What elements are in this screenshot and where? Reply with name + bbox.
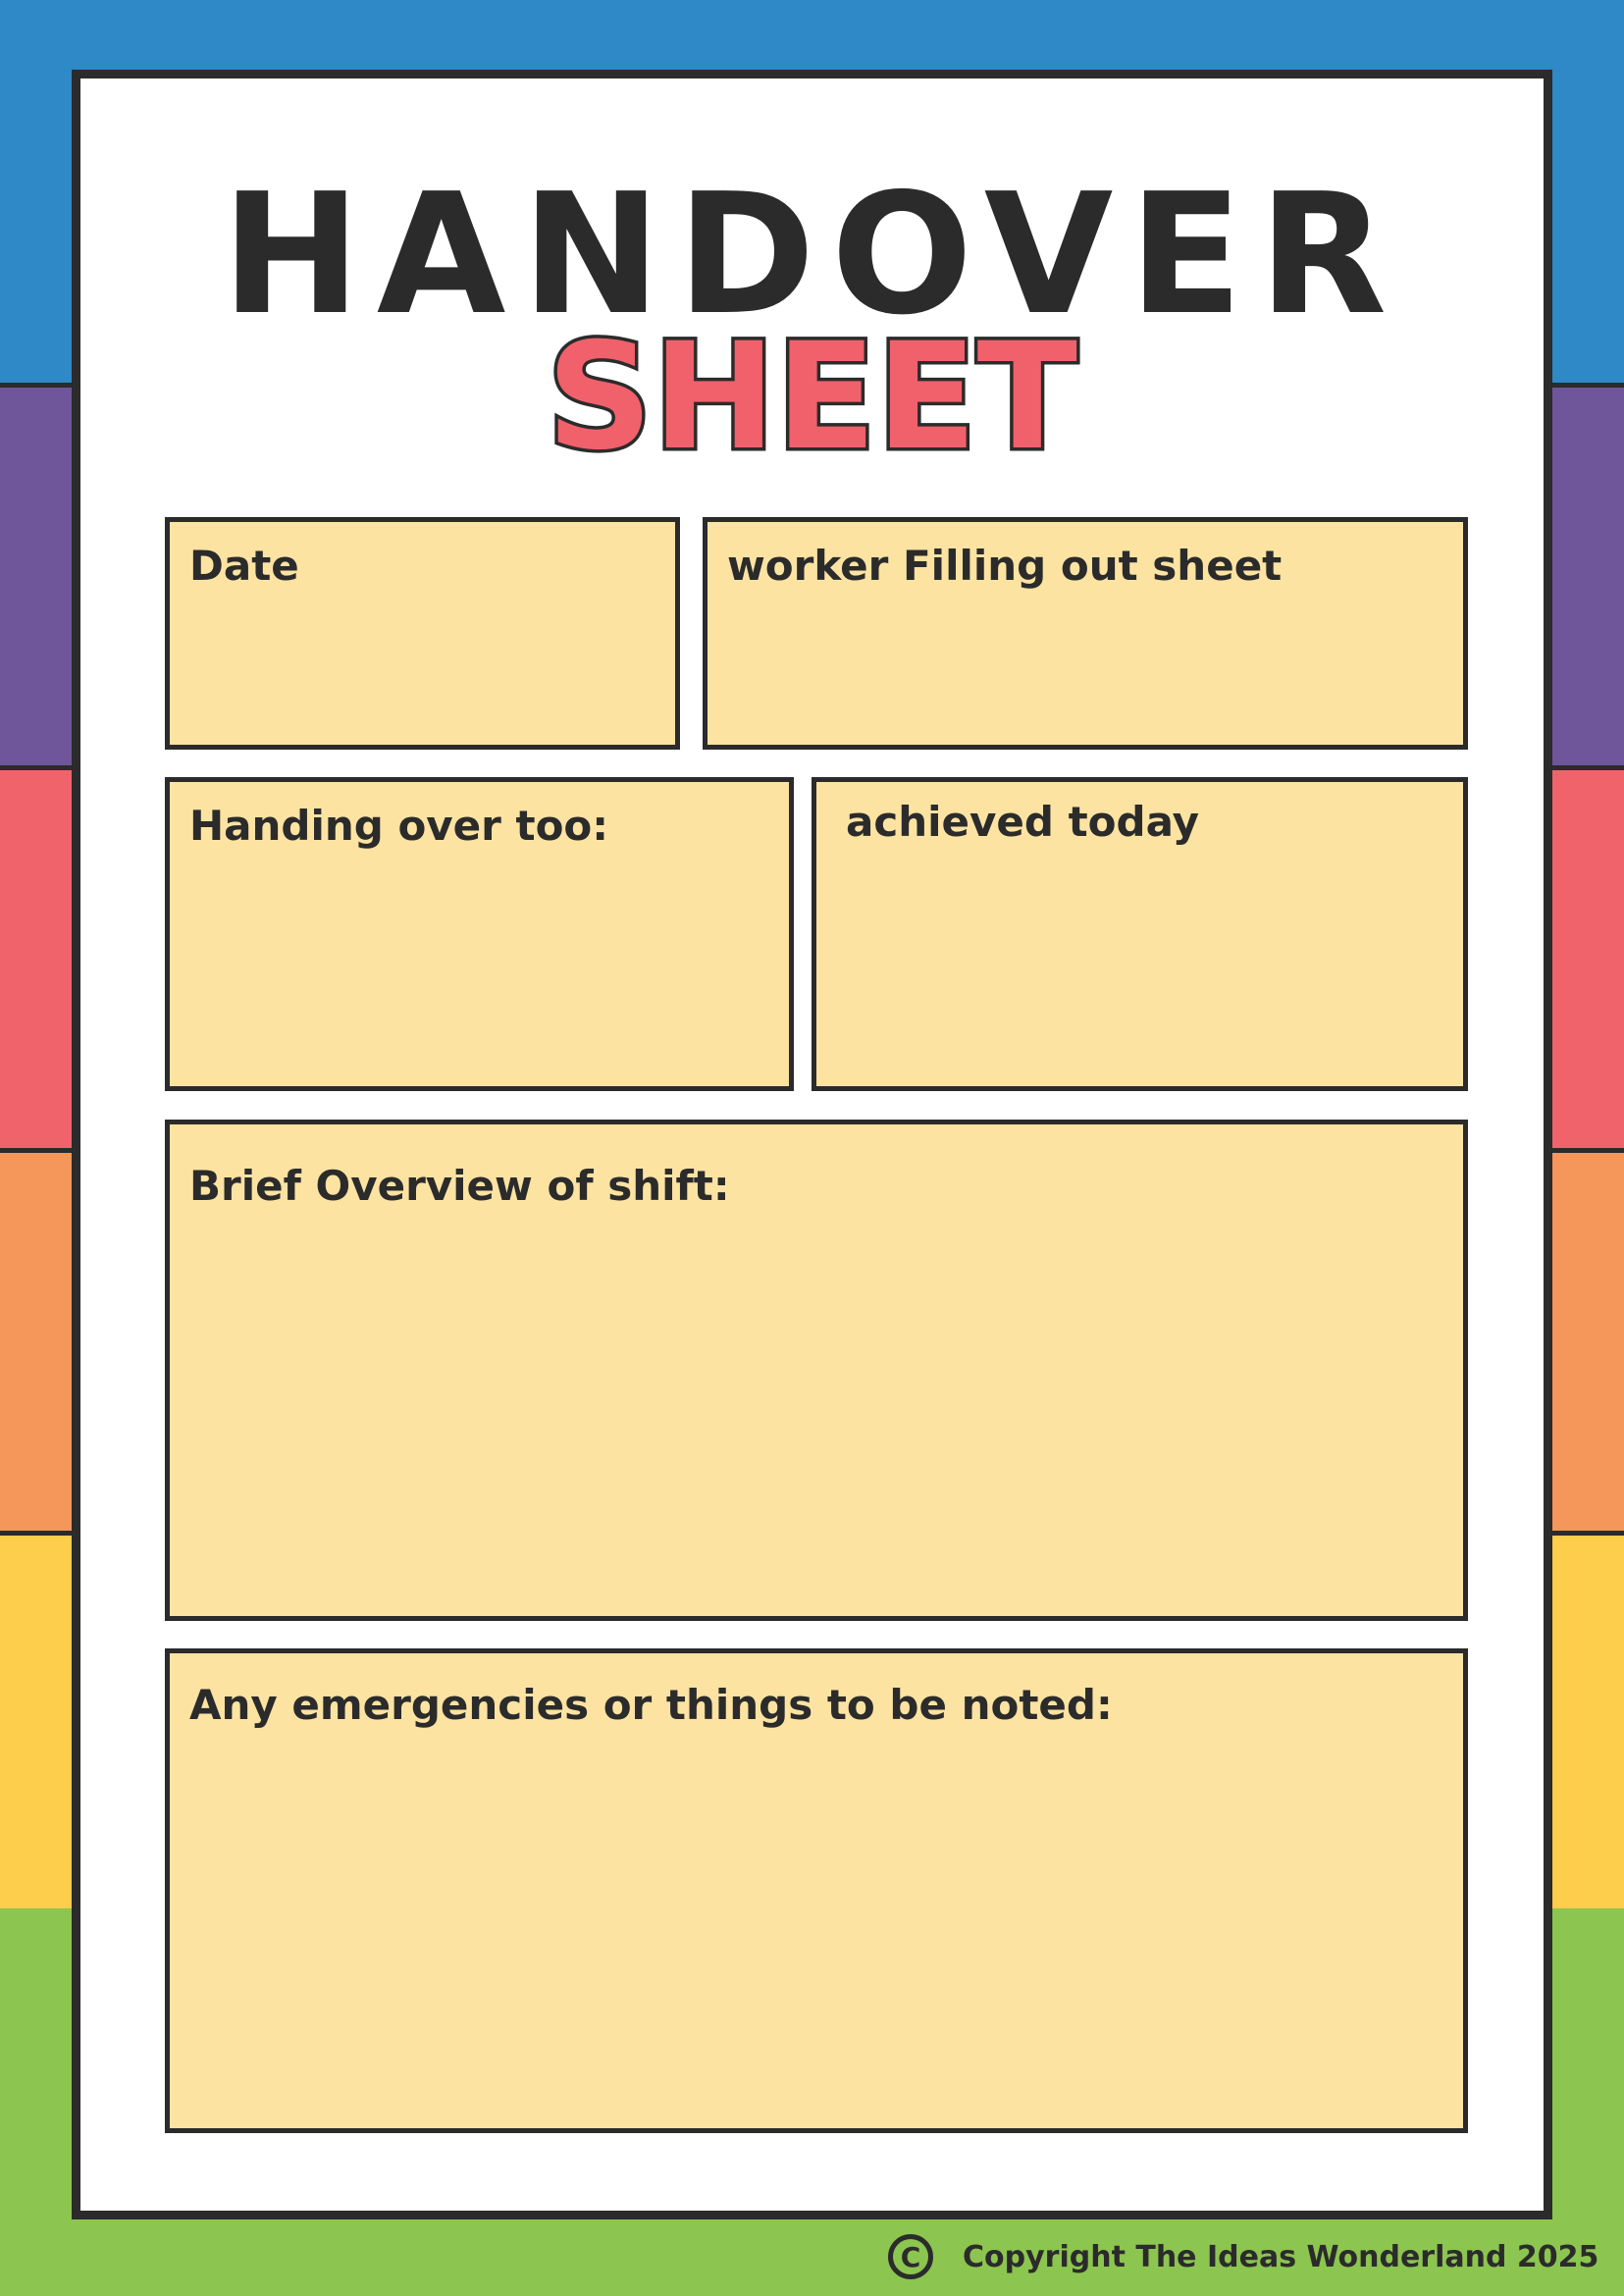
- achieved-box[interactable]: [812, 777, 1468, 1091]
- copyright-text: Copyright The Ideas Wonderland 2025: [963, 2239, 1599, 2274]
- emergencies-box[interactable]: [165, 1648, 1468, 2133]
- copyright-icon: C: [888, 2234, 933, 2279]
- footer-copyright: [888, 2225, 1598, 2288]
- handing-over-box[interactable]: [165, 777, 794, 1091]
- worksheet-card: [72, 70, 1552, 2219]
- title-handover: HANDOVER: [221, 158, 1403, 352]
- overview-label: Brief Overview of shift:: [189, 1162, 730, 1210]
- title-sheet: SHEET: [547, 312, 1077, 483]
- worker-label: worker Filling out sheet: [727, 542, 1283, 590]
- achieved-label: achieved today: [846, 798, 1199, 846]
- date-label: Date: [189, 542, 299, 590]
- emergencies-label: Any emergencies or things to be noted:: [189, 1681, 1113, 1729]
- worker-box[interactable]: [703, 517, 1468, 750]
- overview-box[interactable]: [165, 1120, 1468, 1621]
- handing-over-label: Handing over too:: [189, 802, 609, 850]
- date-box[interactable]: [165, 517, 680, 750]
